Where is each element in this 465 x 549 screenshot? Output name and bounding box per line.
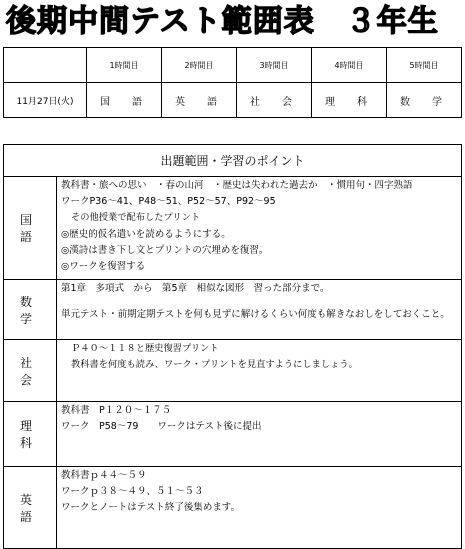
- content-line: ワーク P58～79 ワークはテスト後に提出: [61, 421, 262, 433]
- period-label: 4時間目: [312, 48, 387, 83]
- points-header-row: [4, 145, 462, 177]
- period-label: 2時間目: [162, 48, 237, 83]
- subject-content: [57, 280, 462, 340]
- corner-cell: [4, 48, 87, 83]
- content-line: ワークｐ３８～４９、５１～５３: [61, 486, 204, 498]
- page-title: 後期中間テスト範囲表 ３年生: [6, 4, 439, 39]
- subject-row-rika: [4, 402, 462, 467]
- content-line: ◎漢詩は書き下し文とプリントの穴埋めを復習。: [61, 244, 269, 256]
- content-line: その他授業で配布したプリント: [71, 212, 201, 224]
- content-line: 第1章 多項式 から 第5章 相似な図形 習った部分まで。: [61, 283, 330, 294]
- period-subject: 数 学: [387, 83, 462, 118]
- content-line: ワークとノートはテスト終了後集めます。: [61, 502, 241, 514]
- subject-row-eigo: [4, 467, 462, 549]
- period-label: 5時間目: [387, 48, 462, 83]
- test-schedule-table: [3, 47, 462, 118]
- subject-content: [57, 467, 462, 549]
- content-line: Ｐ４０～１１８と歴史復習プリント: [71, 343, 219, 354]
- content-line: ◎ワークを復習する: [61, 261, 146, 273]
- period-subject: 英 語: [162, 83, 237, 118]
- subject-row-kokugo: [4, 177, 462, 280]
- subject-content: [57, 340, 462, 402]
- study-points-table: [3, 144, 462, 549]
- content-line: 教科書を何度も読み、ワーク・プリントを見直すようにしましょう。: [71, 359, 358, 371]
- content-line: ワークP36～41、P48～51、P52～57、P92～95: [61, 196, 276, 208]
- line-gap: [61, 297, 457, 307]
- period-label: 3時間目: [237, 48, 312, 83]
- subject-label: 社 会: [4, 340, 57, 402]
- period-subject: 社 会: [237, 83, 312, 118]
- test-date: 11月27日(火): [4, 83, 87, 118]
- period-subject: 国 語: [87, 83, 162, 118]
- subject-content: [57, 177, 462, 280]
- subject-label: 数 学: [4, 280, 57, 340]
- subject-row-shakai: [4, 340, 462, 402]
- schedule-row: [4, 83, 462, 118]
- content-line: 教科書・旅への思い ・春の山河 ・歴史は失われた過去か ・慣用句・四字熟語: [61, 180, 413, 191]
- content-line: 教科書ｐ４４～５９: [61, 470, 147, 481]
- content-line: 教科書 P１２０～１７５: [61, 405, 172, 416]
- content-line: 単元テスト・前期定期テストを何も見ずに解けるくらい何度も解きなおしをしておくこと。: [61, 309, 450, 321]
- subject-content: [57, 402, 462, 467]
- content-line: ◎歴史的仮名遣いを読めるようにする。: [61, 228, 231, 240]
- period-subject: 理 科: [312, 83, 387, 118]
- subject-row-sugaku: [4, 280, 462, 340]
- subject-label: 英 語: [4, 467, 57, 549]
- subject-label: 理 科: [4, 402, 57, 467]
- points-header: 出題範囲・学習のポイント: [4, 145, 462, 177]
- period-header-row: [4, 48, 462, 83]
- period-label: 1時間目: [87, 48, 162, 83]
- subject-label: 国 語: [4, 177, 57, 280]
